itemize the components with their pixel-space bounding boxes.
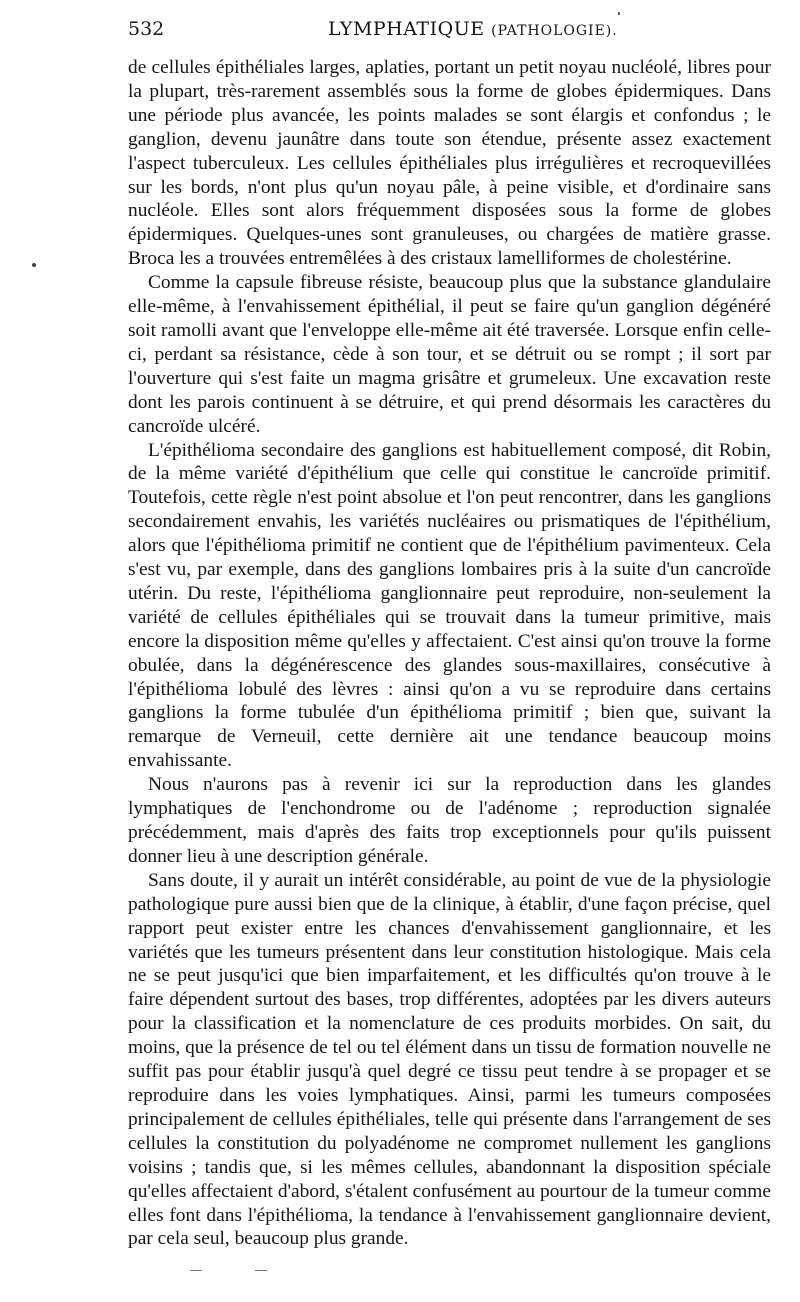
running-head-title: LYMPHATIQUE xyxy=(328,18,485,40)
running-head xyxy=(328,18,618,40)
footer-mark xyxy=(190,1270,202,1271)
body-text xyxy=(128,56,771,1251)
page-speck xyxy=(618,12,620,15)
paragraph: L'épithélioma secondaire des ganglions est habituellement composé, dit Robin, de la même variété d'épithélium que celle qui constitue le cancroïde primitif. Toutefois, cette règle n'est point absolue et l'on peut rencontrer, dans les ganglions secondairement envahis, les variétés nucléaires ou prismatiques de l'épithélium, alors que l'épithélioma primitif ne contient que de l'épithélium pavimenteux. Cela s'est vu, par exemple, dans des ganglions lombaires pris à la suite d'un cancroïde utérin. Du reste, l'épithélioma ganglionnaire peut reproduire, non-seulement la variété de cellules épithéliales qui se trouvait dans la tumeur primitive, mais encore la disposition même qu'elles y affectaient. C'est ainsi qu'on trouve la forme obulée, dans la dégénérescence des glandes sous-maxillaires, consécutive à l'épithélioma lobulé des lèvres : ainsi qu'on a vu se reproduire dans certains ganglions la forme tubulée d'un épithélioma primitif ; bien que, suivant la remarque de Verneuil, cette dernière ait une tendance beaucoup moins envahissante. xyxy=(128,439,771,772)
running-head-subtitle: (PATHOLOGIE). xyxy=(491,23,618,39)
paragraph: de cellules épithéliales larges, aplaties, portant un petit noyau nucléolé, libres pour la plupart, très-rarement assemblés sous la forme de globes épidermiques. Dans une période plus avancée, les points malades se sont élargis et confondus ; le ganglion, devenu jaunâtre dans toute son étendue, présente assez exactement l'aspect tuberculeux. Les cellules épithéliales plus irrégulières et recroquevillées sur les bords, n'ont plus qu'un noyau pâle, à peine visible, et d'ordinaire sans nucléole. Elles sont alors fréquemment disposées sous la forme de globes épidermiques. Quelques-unes sont granuleuses, ou chargées de matière grasse. Broca les a trouvées entremêlées à des cristaux lamelliformes de cholestérine. xyxy=(128,57,771,270)
footer-mark xyxy=(255,1270,267,1271)
page-header xyxy=(128,18,778,48)
paragraph: Nous n'aurons pas à revenir ici sur la reproduction dans les glandes lymphatiques de l'enchondrome ou de l'adénome ; reproduction signalée précédemment, mais d'après des faits trop exceptionnels pour qu'ils puissent donner lieu à une description générale. xyxy=(128,774,771,867)
paragraph: Sans doute, il y aurait un intérêt considérable, au point de vue de la physiologie pathologique pure aussi bien que de la clinique, à établir, d'une façon précise, quel rapport peut exister entre les chances d'envahissement ganglionnaire, et les variétés que les tumeurs présentent dans leur constitution histologique. Mais cela ne se peut jusqu'ici que bien imparfaitement, et les difficultés qu'on trouve à le faire dépendent surtout des bases, trop différentes, adoptées par les divers auteurs pour la classification et la nomenclature de ces produits morbides. On sait, du moins, que la présence de tel ou tel élément dans un tissu de formation nouvelle ne suffit pas pour établir jusqu'à quel degré ce tissu peut tendre à se propager et se reproduire dans les voies lymphatiques. Ainsi, parmi les tumeurs composées principalement de cellules épithéliales, telle qui présente dans l'arrangement de ses cellules la constitution du polyadénome ne compromet nullement les ganglions voisins ; tandis que, si les mêmes cellules, abandonnant la disposition spéciale qu'elles affectaient d'abord, s'étalent confusément au pourtour de la tumeur comme elles font dans l'épithélioma, la tendance à l'envahissement ganglionnaire devient, par cela seul, beaucoup plus grande. xyxy=(128,869,771,1250)
page-number: 532 xyxy=(128,18,165,40)
paragraph: Comme la capsule fibreuse résiste, beaucoup plus que la substance glandulaire elle-même, à l'envahissement épithélial, il peut se faire qu'un ganglion dégénéré soit ramolli avant que l'enveloppe elle-même ait été traversée. Lorsque enfin celle-ci, perdant sa résistance, cède à son tour, et se détruit ou se rompt ; il sort par l'ouverture qui s'est faite un magma grisâtre et grumeleux. Une excavation reste dont les parois continuent à se détruire, et qui prend désormais les caractères du cancroïde ulcéré. xyxy=(128,272,771,437)
margin-mark xyxy=(32,263,36,267)
